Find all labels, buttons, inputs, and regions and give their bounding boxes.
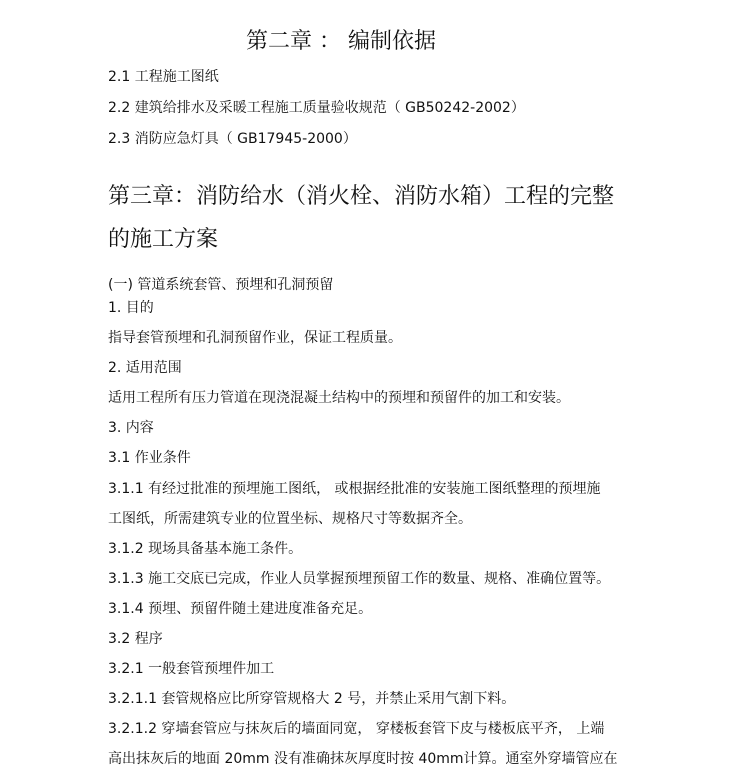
clause-3-2-1-2-line-2: 高出抹灰后的地面 20mm 没有准确抹灰厚度时按 40mm计算。通室外穿墙管应在: [108, 751, 618, 767]
purpose-heading: 1. 目的: [108, 300, 154, 316]
chapter3-title-line-2: 的施工方案: [108, 227, 219, 252]
clause-3-1-4: 3.1.4 预埋、预留件随土建进度准备充足。: [108, 601, 373, 617]
basis-item-2: 2.2 建筑给排水及采暖工程施工质量验收规范（ GB50242-2002）: [108, 100, 525, 116]
chapter2-title: 第二章 ： 编制依据: [246, 29, 436, 54]
clause-3-1-3: 3.1.3 施工交底已完成，作业人员掌握预埋预留工作的数量、规格、准确位置等。: [108, 571, 611, 587]
scope-heading: 2. 适用范围: [108, 360, 182, 376]
content-heading: 3. 内容: [108, 420, 154, 436]
section-heading: (一) 管道系统套管、预埋和孔洞预留: [108, 277, 334, 293]
clause-3-2: 3.2 程序: [108, 631, 163, 647]
purpose-text: 指导套管预埋和孔洞预留作业，保证工程质量。: [108, 330, 402, 346]
basis-item-3: 2.3 消防应急灯具（ GB17945-2000）: [108, 131, 357, 147]
clause-3-1-1-line-1: 3.1.1 有经过批准的预埋施工图纸， 或根据经批准的安装施工图纸整理的预埋施: [108, 481, 601, 497]
clause-3-1-1-line-2: 工图纸，所需建筑专业的位置坐标、规格尺寸等数据齐全。: [108, 511, 472, 527]
chapter3-title-line-1: 第三章：消防给水（消火栓、消防水箱）工程的完整: [108, 184, 615, 209]
scope-text: 适用工程所有压力管道在现浇混凝土结构中的预埋和预留件的加工和安装。: [108, 390, 570, 406]
clause-3-2-1-1: 3.2.1.1 套管规格应比所穿管规格大 2 号，并禁止采用气割下料。: [108, 691, 516, 707]
clause-3-2-1-2-line-1: 3.2.1.2 穿墙套管应与抹灰后的墙面同宽， 穿楼板套管下皮与楼板底平齐， 上端: [108, 721, 605, 737]
clause-3-1: 3.1 作业条件: [108, 450, 191, 466]
clause-3-1-2: 3.1.2 现场具备基本施工条件。: [108, 541, 303, 557]
clause-3-2-1: 3.2.1 一般套管预埋件加工: [108, 661, 275, 677]
basis-item-1: 2.1 工程施工图纸: [108, 69, 219, 85]
